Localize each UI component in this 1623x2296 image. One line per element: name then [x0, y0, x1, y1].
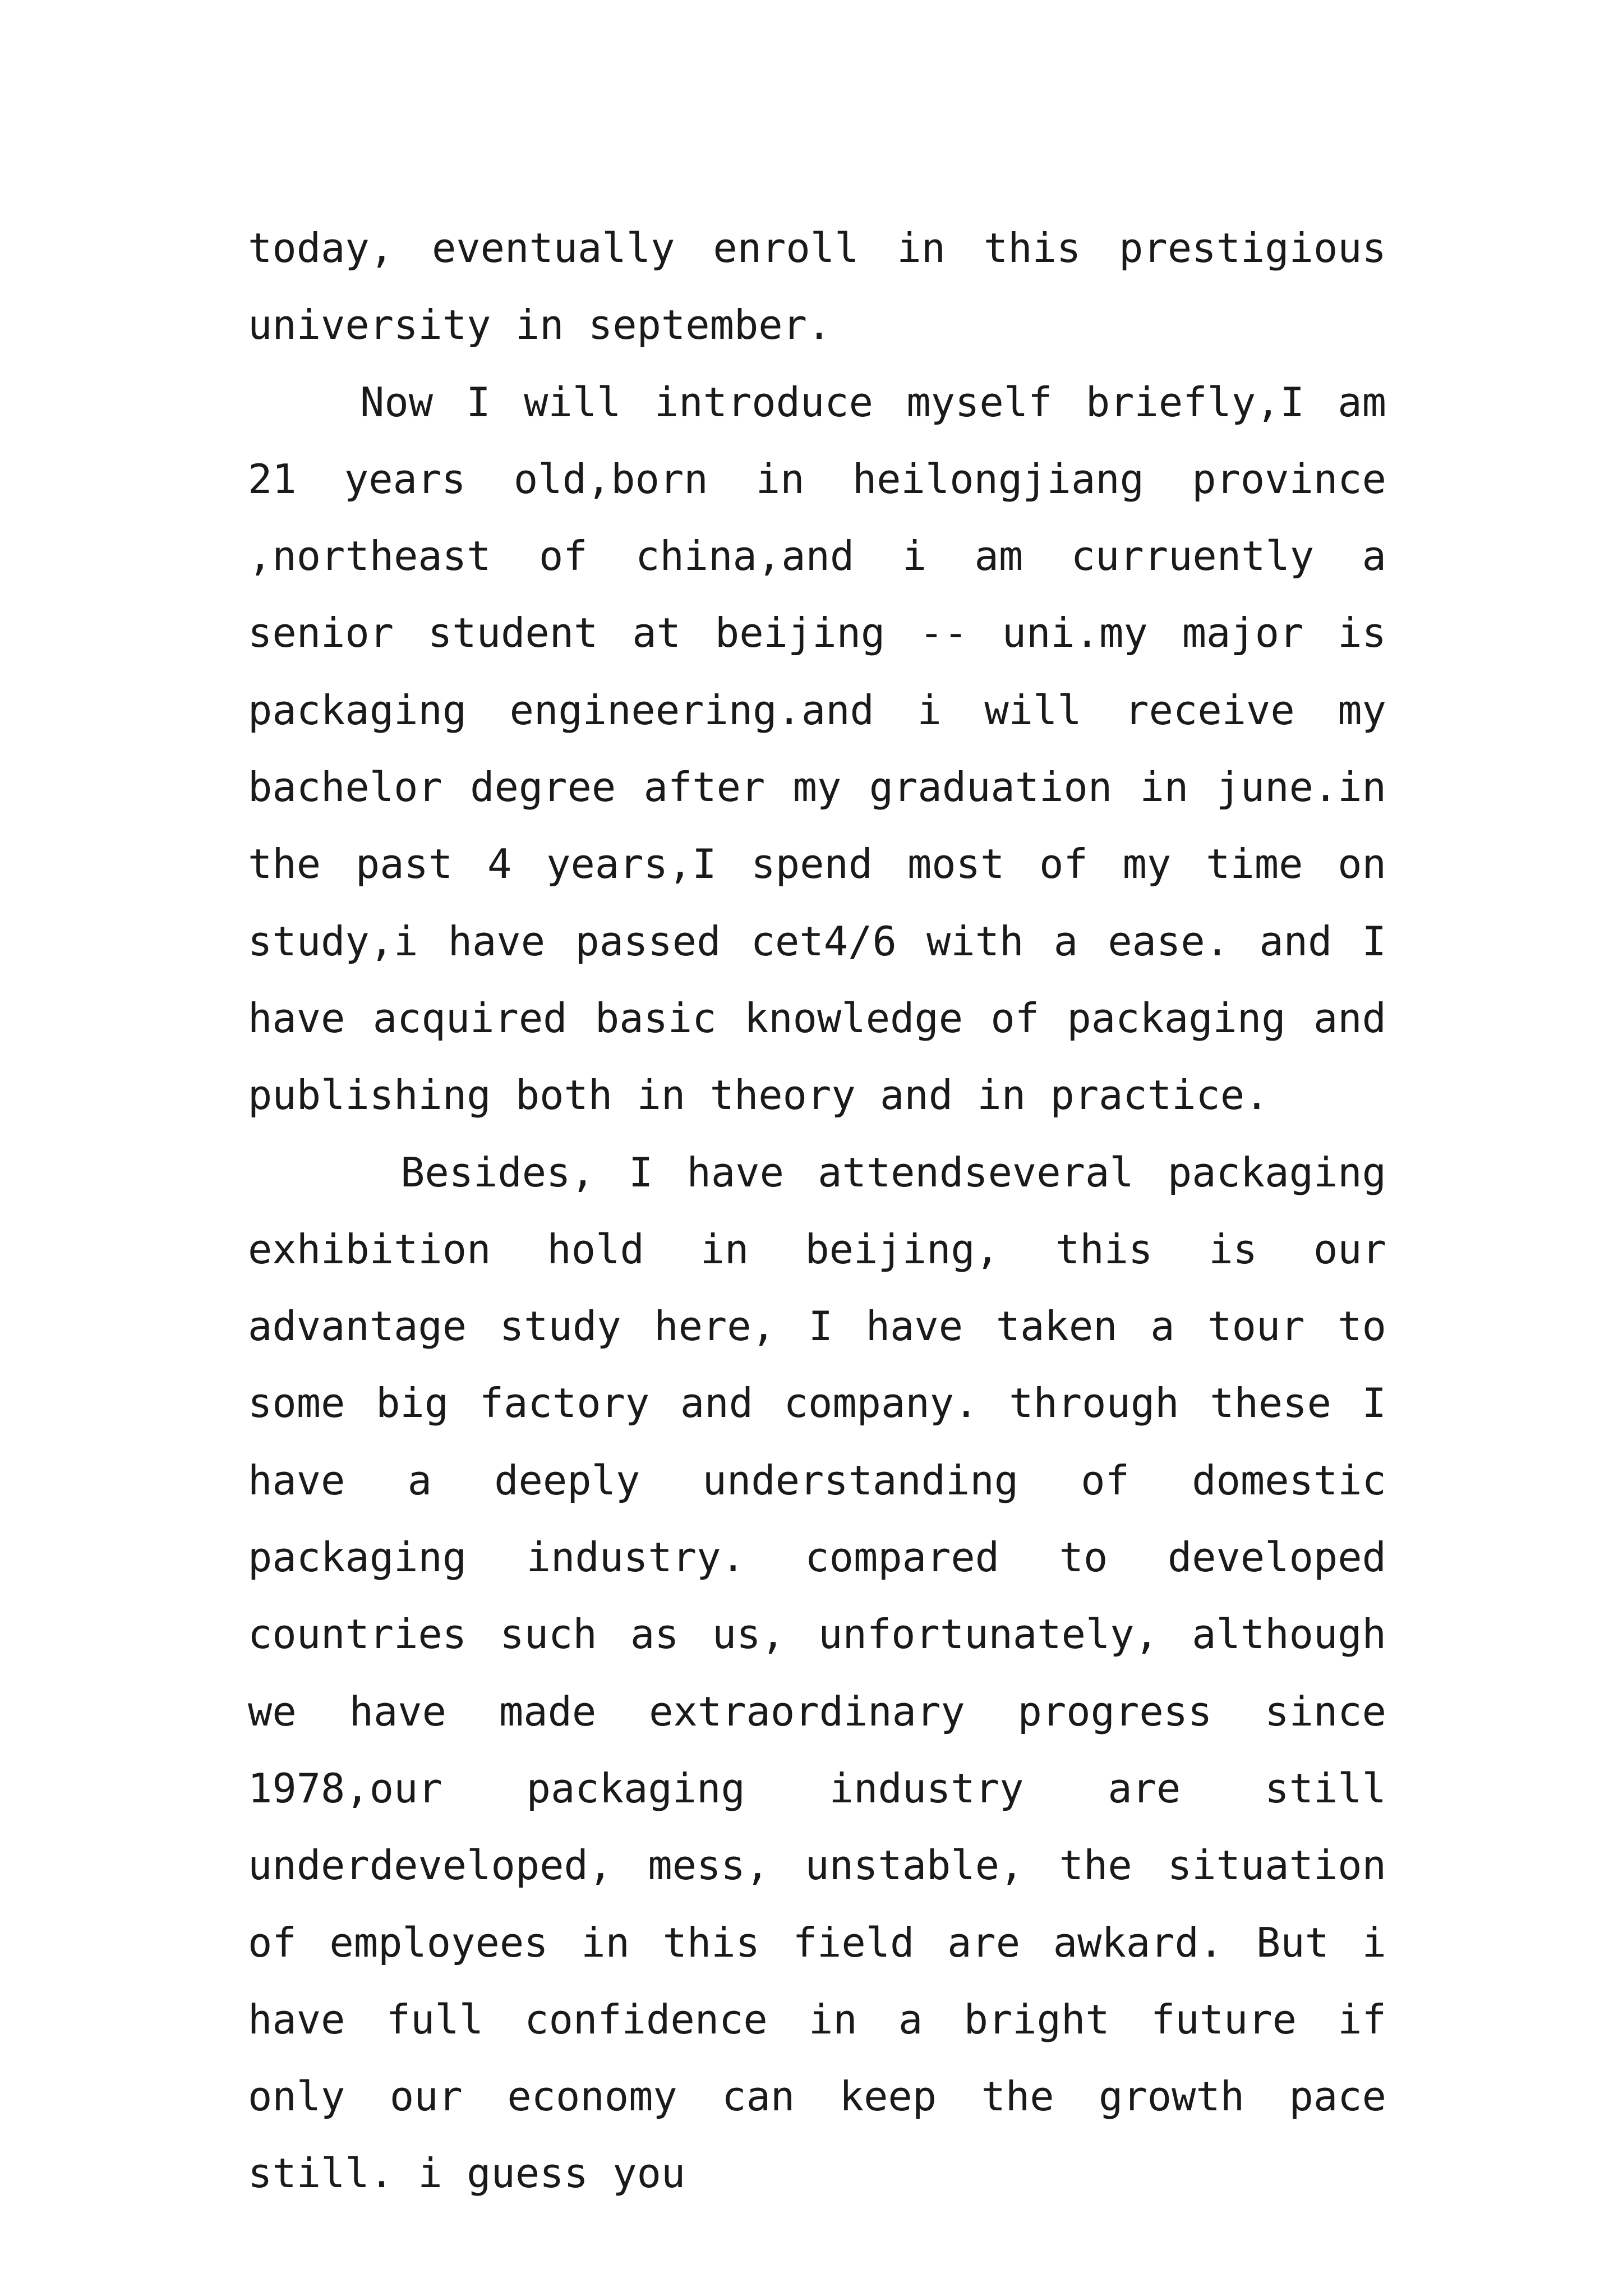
body-text — [248, 210, 1386, 2212]
paragraph-continuation: today, eventually enroll in this prestigious university in september. — [248, 224, 1386, 349]
paragraph-introduction: Now I will introduce myself briefly,I am 21 years old,born in heilongjiang province ,northeast of china,and i am curruently a senior student at beijing -- uni.my major is packaging engineering.and i will receive my bachelor degree after my graduation in june.in the past 4 years,I spend most of my time on study,i have passed cet4/6 with a ease. and I have acquired basic knowledge of packaging and publishing both in theory and in practice. — [248, 378, 1386, 1119]
paragraph-experience: Besides, I have attendseveral packaging exhibition hold in beijing, this is our advantage study here, I have taken a tour to some big factory and company. through these I have a deeply understanding of domestic packaging industry. compared to developed countries such as us, unfortunately, although we have made extraordinary progress since 1978,our packaging industry are still underdeveloped, mess, unstable, the situation of employees in this field are awkard. But i have full confidence in a bright future if only our economy can keep the growth pace still. i guess you — [248, 1148, 1386, 2197]
